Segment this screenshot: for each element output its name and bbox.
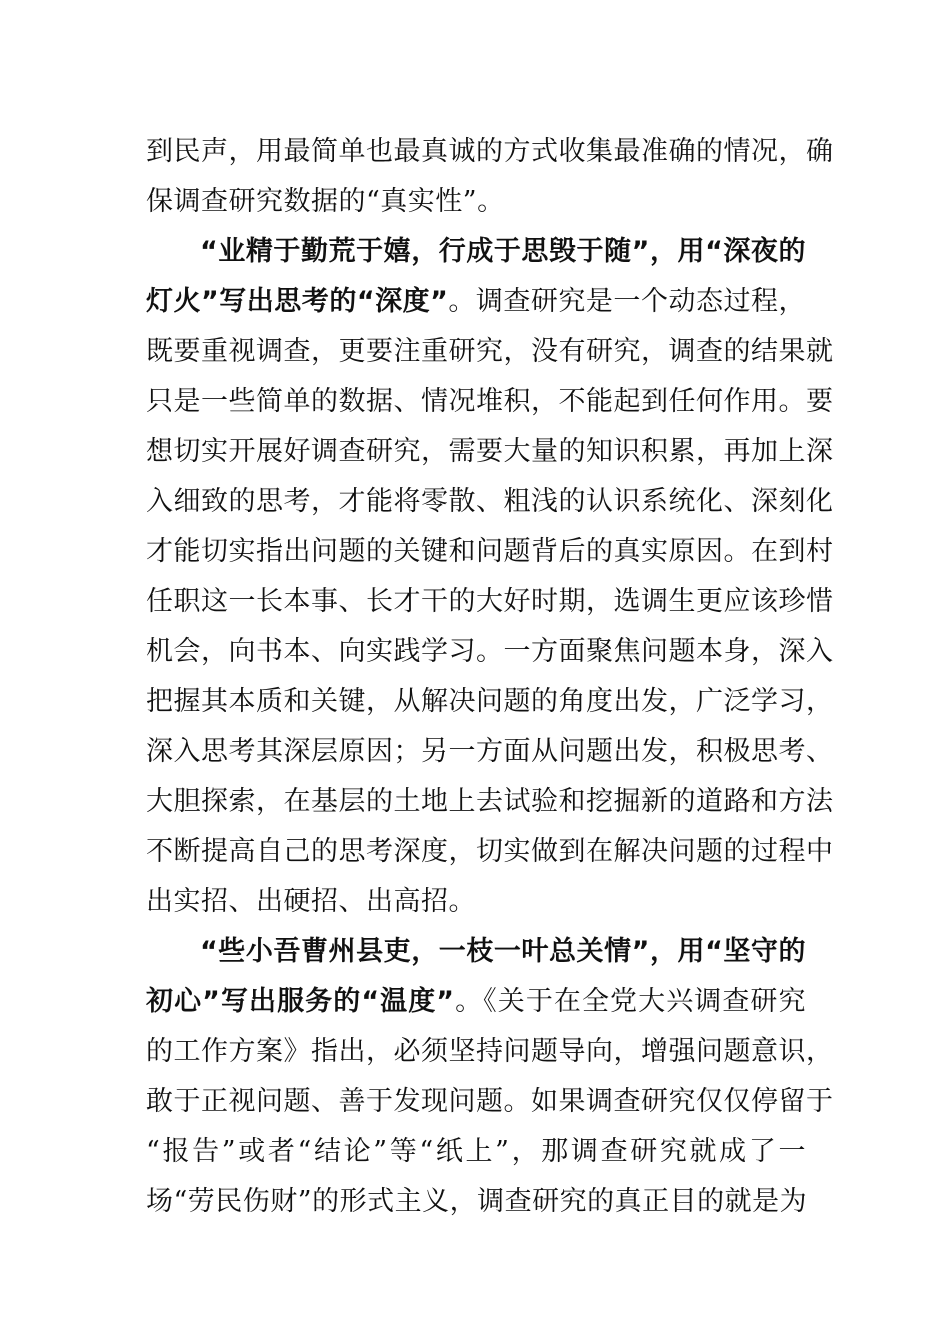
text-line: 入细致的思考，才能将零散、粗浅的认识系统化、深刻化 (146, 486, 834, 517)
text-line: 把握其本质和关键，从解决问题的角度出发，广泛学习， (146, 686, 834, 717)
text-line: 敢于正视问题、善于发现问题。如果调查研究仅仅停留于 (146, 1086, 834, 1117)
text-line: 既要重视调查，更要注重研究，没有研究，调查的结果就 (146, 336, 834, 367)
text-line: 灯火”写出思考的“深度”。调查研究是一个动态过程， (146, 286, 806, 317)
text-line: 初心”写出服务的“温度”。《关于在全党大兴调查研究 (146, 986, 806, 1017)
text-line: 只是一些简单的数据、情况堆积，不能起到任何作用。要 (146, 386, 834, 417)
text-line: 机会，向书本、向实践学习。一方面聚焦问题本身，深入 (146, 636, 834, 667)
paragraph-lead-line (200, 232, 806, 272)
bold-lead-text: “业精于勤荒于嬉，行成于思毁于随”，用“深夜的 (200, 236, 806, 267)
text-line: 大胆探索，在基层的土地上去试验和挖掘新的道路和方法 (146, 786, 834, 817)
text-line: 深入思考其深层原因；另一方面从问题出发，积极思考、 (146, 736, 834, 767)
bold-lead-text: 初心”写出服务的“温度” (146, 986, 455, 1017)
text-line: 到民声，用最简单也最真诚的方式收集最准确的情况，确 (146, 136, 834, 167)
text-line: 保调查研究数据的“真实性”。 (146, 186, 505, 217)
text-line: 任职这一长本事、长才干的大好时期，选调生更应该珍惜 (146, 586, 834, 617)
text-line: 出实招、出硬招、出高招。 (146, 886, 476, 917)
bold-lead-text: 灯火”写出思考的“深度” (146, 286, 449, 317)
paragraph-lead-line (200, 932, 806, 972)
text-line: 不断提高自己的思考深度，切实做到在解决问题的过程中 (146, 836, 834, 867)
text-line: 想切实开展好调查研究，需要大量的知识积累，再加上深 (146, 436, 834, 467)
bold-lead-text: “些小吾曹州县吏，一枝一叶总关情”，用“坚守的 (200, 936, 806, 967)
text-line: “报告”或者“结论”等“纸上”，那调查研究就成了一 (146, 1136, 806, 1167)
text-line: 场“劳民伤财”的形式主义，调查研究的真正目的就是为 (146, 1186, 808, 1217)
text-line: 才能切实指出问题的关键和问题背后的真实原因。在到村 (146, 536, 834, 567)
text-line: 的工作方案》指出，必须坚持问题导向，增强问题意识， (146, 1036, 834, 1067)
